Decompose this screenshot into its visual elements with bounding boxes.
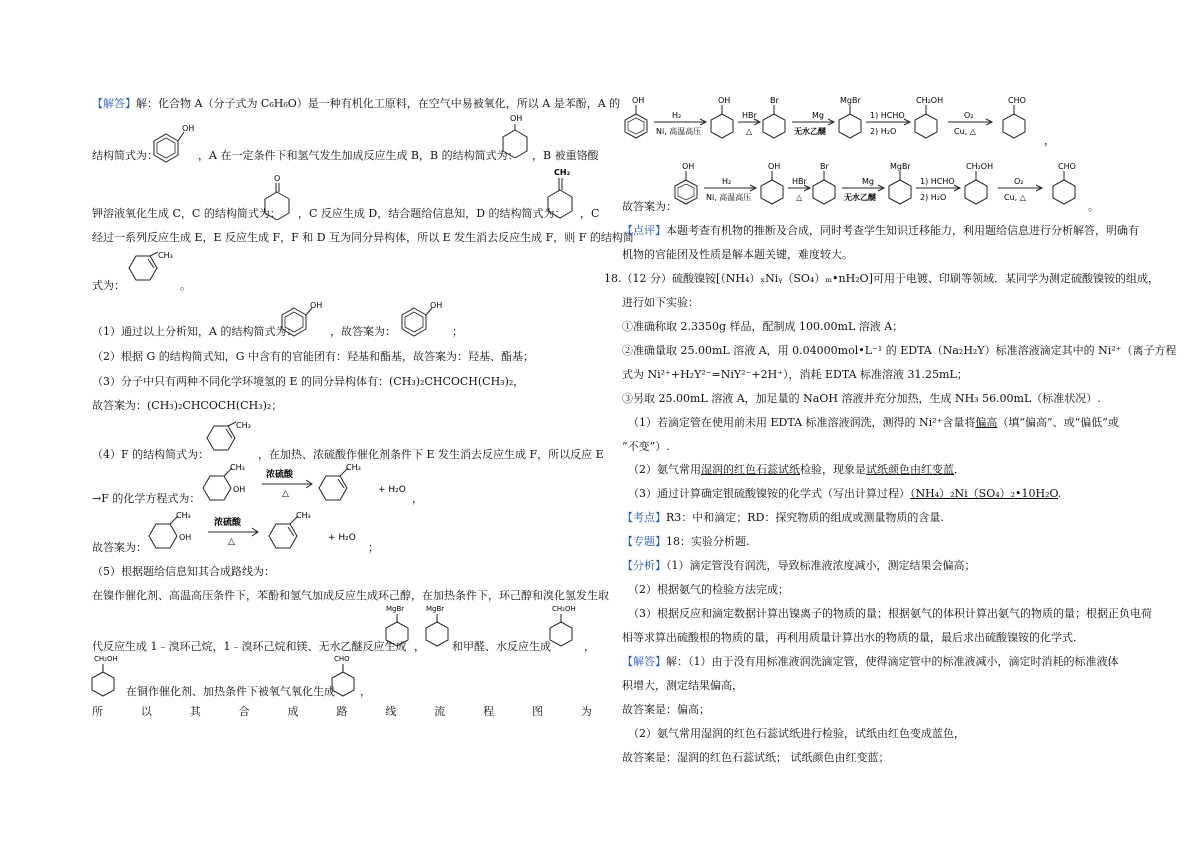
phenol-structure-q1-answer — [392, 300, 442, 338]
hbr-label: HBr — [792, 177, 807, 186]
answer-blank: 湿润的红色石蕊试纸 — [701, 463, 800, 476]
solution-2 — [622, 679, 743, 693]
phenol-structure-q1 — [272, 300, 322, 338]
char: 路 — [336, 705, 348, 718]
text: 故答案是：偏高； — [622, 703, 710, 716]
text: （2）氨气常用湿润的红色石蕊试纸进行检验，试纸由红色变成蓝色， — [628, 727, 965, 740]
text: 机物的官能团及性质是解本题关键，难度较大。 — [622, 248, 853, 261]
delta-label: △ — [746, 127, 753, 136]
step-2-cont — [622, 368, 968, 382]
ch2oh-label: CH₂OH — [966, 162, 994, 171]
cyclohexylmethanol-structure-2 — [88, 652, 128, 698]
text: 18：实验分析题. — [666, 535, 750, 548]
text: 故答案为：(CH₃)₂CHCOCH(CH₃)₂； — [92, 399, 283, 412]
q18-title — [604, 272, 1159, 286]
mg-label: Mg — [862, 177, 874, 186]
methylenecyclohexane-structure — [544, 166, 580, 220]
phenol-structure — [150, 120, 194, 164]
q5-comma-3 — [360, 685, 371, 699]
cyclohexanone-structure — [262, 172, 296, 220]
text: “不变”）. — [622, 440, 670, 453]
oh-label: OH — [179, 533, 192, 542]
step-2 — [622, 344, 1176, 358]
answer-paragraph-1 — [92, 97, 620, 111]
tag: 【专题】 — [622, 535, 666, 548]
char: 线 — [385, 705, 397, 718]
text: 相等求算出硫酸根的物质的量，再利用质量计算出水的物质的量，最后求出硫酸镍铵的化学式． — [622, 631, 1084, 644]
q5-line-b3 — [452, 640, 551, 654]
text: ， — [360, 685, 371, 698]
grignard-structure-1 — [382, 602, 414, 650]
solution-4 — [628, 727, 965, 741]
char: 图 — [532, 705, 544, 718]
water-step-label: 2) H₂O — [920, 193, 947, 202]
cho-label: CHO — [1058, 162, 1076, 171]
text: 18.（12 分）硫酸镍铵[（NH₄）ₓNiᵧ（SO₄）ₘ•nH₂O]可用于电镀、印刷等领域．某同学为测定硫酸镍铵的组成， — [604, 272, 1159, 285]
text: 。 — [180, 279, 191, 292]
mgbr-label: MgBr — [386, 605, 405, 613]
analysis — [622, 559, 976, 573]
step-1 — [622, 320, 903, 334]
text: →F 的化学方程式为： — [92, 492, 201, 505]
q3-answer — [92, 399, 282, 413]
comment-tag: 【点评】 — [622, 224, 666, 237]
question-3 — [628, 487, 1061, 501]
char: 成 — [287, 705, 299, 718]
water-label: + H₂O — [328, 533, 356, 543]
route-2-label — [622, 200, 677, 214]
answer-tag: 【解答】 — [92, 97, 136, 110]
comment-line — [622, 224, 1139, 238]
char: 以 — [140, 705, 152, 718]
tag: 【考点】 — [622, 511, 666, 524]
text: 。 — [1088, 200, 1099, 213]
text: ，B 被重铬酸 — [532, 149, 599, 162]
line-structure-d — [92, 207, 281, 221]
text: （3）分子中只有两种不同化学环境氢的 E 的同分异构体有：(CH₃)₂CHCOCH(CH₃)₂， — [92, 375, 525, 388]
text: 故答案为： — [622, 200, 677, 213]
hbr-label: HBr — [742, 111, 757, 120]
text: 经过一系列反应生成 E，E 反应生成 F，F 和 D 互为同分异构体，所以 E 发生消去反应生成 F，则 F 的结构简 — [92, 231, 634, 244]
question-2 — [628, 463, 965, 477]
text: （3）根据反应和滴定数据计算出镍离子的物质的量；根据氨气的体积计算出氨气的物质的量；根据正负电荷 — [628, 607, 1152, 620]
text: R3：中和滴定；RD：探究物质的组成或测量物质的含量. — [666, 511, 944, 524]
text: 积增大，测定结果偏高， — [622, 679, 743, 692]
line-end — [180, 279, 191, 293]
text: ， — [584, 640, 595, 653]
char: 程 — [483, 705, 495, 718]
synthesis-route-1 — [622, 94, 1042, 150]
text: ， — [412, 492, 423, 505]
heat-label: △ — [228, 537, 235, 547]
text: ，故答案为： — [330, 325, 396, 338]
hcho-label: 1) HCHO — [920, 177, 955, 186]
tag: 【分析】 — [622, 559, 666, 572]
o2-label: O₂ — [964, 111, 974, 120]
answer-blank: 试纸颜色由红变蓝 — [866, 463, 954, 476]
route-2-end — [1088, 200, 1099, 214]
line-structure-b — [198, 149, 519, 163]
q4-answer-end — [368, 541, 379, 555]
br-label: Br — [820, 162, 829, 171]
water-step-label: 2) H₂O — [870, 127, 897, 136]
line-structure-f — [580, 207, 599, 221]
q1-answer — [330, 325, 396, 339]
q5-comma-2 — [584, 640, 595, 654]
line-structure-a — [92, 149, 158, 163]
text: ． — [954, 463, 965, 476]
text: 本题考查有机物的推断及合成，同时考查学生知识迁移能力，利用题给信息进行分析解答，明确有 — [666, 224, 1139, 237]
tag: 【解答】 — [622, 655, 666, 668]
text: ； — [368, 541, 379, 554]
q4-equation-label — [92, 492, 200, 506]
ch2-label: CH₂ — [554, 168, 571, 177]
q5-line-d — [92, 705, 592, 719]
text: （2）根据氨气的检验方法完成； — [628, 583, 789, 596]
oh-label: OH — [632, 96, 645, 105]
text: 检验，现象是 — [800, 463, 866, 476]
text: 故答案为： — [92, 541, 147, 554]
text: （3）通过计算确定银硫酸镍铵的化学式（写出计算过程） — [628, 487, 910, 500]
knowledge-point — [622, 511, 944, 525]
catalyst-label: 浓硫酸 — [266, 470, 294, 480]
ch3-label: CH₃ — [158, 251, 173, 260]
o2-label: O₂ — [1014, 177, 1024, 186]
text: ②准确量取 25.00mL 溶液 A，用 0.04000mol•L⁻¹ 的 EDTA（Na₂H₂Y）标准溶液滴定其中的 Ni²⁺（离子方程 — [622, 344, 1177, 357]
q5-line-c — [126, 685, 335, 699]
text: ，C 反应生成 D，结合题给信息知，D 的结构简式为： — [298, 207, 566, 220]
heat-label: △ — [282, 489, 289, 499]
cyclohexanol-structure — [500, 112, 534, 158]
cyclohexanecarbaldehyde-structure — [328, 652, 362, 698]
oh-label: OH — [682, 162, 695, 171]
grignard-structure-2 — [422, 602, 454, 650]
step-3 — [622, 392, 1101, 406]
ether-label: 无水乙醚 — [844, 193, 876, 202]
text: 解：（1）由于没有用标准液润洗滴定管，使得滴定管中的标准液减小，滴定时消耗的标准液体 — [666, 655, 1119, 668]
ch3-label: CH₃ — [230, 463, 245, 472]
q1-line — [92, 325, 297, 339]
cu-label: Cu, △ — [954, 127, 976, 136]
solution-5 — [622, 751, 890, 765]
text: （填“偏高”、或“偏低”或 — [997, 416, 1119, 429]
o-label: O — [274, 174, 281, 183]
char: 其 — [189, 705, 201, 718]
methylcyclohexene-structure — [118, 250, 182, 292]
q18-intro — [622, 296, 699, 310]
h2-label: H₂ — [672, 111, 682, 120]
delta-label: △ — [796, 193, 803, 202]
cu-label: Cu, △ — [1004, 193, 1026, 202]
q5-line-a — [92, 589, 609, 603]
comment-line-2 — [622, 248, 853, 262]
line-structure-e — [298, 207, 566, 221]
text: 在镍作催化剂、高温高压条件下，苯酚和氢气加成反应生成环己醇，在加热条件下，环己醇和溴化氢发生取 — [92, 589, 609, 602]
oh-label: OH — [233, 485, 246, 494]
ch2oh-label: CH₂OH — [916, 96, 944, 105]
ch3-label: CH₃ — [236, 421, 251, 430]
q3-line — [92, 375, 524, 389]
br-label: Br — [770, 96, 779, 105]
analysis-4 — [622, 631, 1084, 645]
line-structure-c — [532, 149, 599, 163]
text: ③另取 25.00mL 溶液 A，加足量的 NaOH 溶液并充分加热，生成 NH₃ 56.00mL（标准状况）. — [622, 392, 1101, 405]
text: 式为 Ni²⁺+H₂Y²⁻=NiY²⁻+2H⁺），消耗 EDTA 标准溶液 31.25mL； — [622, 368, 968, 381]
route-1-end — [1044, 134, 1055, 148]
ch2oh-label: CH₂OH — [552, 605, 576, 613]
mgbr-label: MgBr — [426, 605, 445, 613]
answer-text: 解：化合物 A（分子式为 C₆H₆O）是一种有机化工原料，在空气中易被氧化，所以 A 是苯酚，A 的 — [136, 97, 621, 110]
cyclohexylmethanol-structure — [544, 602, 584, 650]
text: ； — [452, 325, 463, 338]
analysis-3 — [628, 607, 1152, 621]
h2-label: H₂ — [722, 177, 732, 186]
synthesis-route-2 — [672, 160, 1092, 216]
analysis-2 — [628, 583, 789, 597]
text: ，A 在一定条件下和氢气发生加成反应生成 B，B 的结构简式为： — [198, 149, 519, 162]
text: 式为： — [92, 279, 125, 292]
cho-label: CHO — [334, 655, 350, 663]
oh-label: OH — [718, 96, 731, 105]
text: （1）通过以上分析知，A 的结构简式为： — [92, 325, 298, 338]
q4-line — [92, 448, 209, 462]
q4-line-b — [258, 448, 604, 462]
ni-label: Ni, 高温高压 — [706, 193, 752, 202]
question-1 — [628, 416, 1119, 430]
catalyst-label: 浓硫酸 — [214, 518, 242, 528]
answer-blank: （NH₄）₂Ni（SO₄）₂•10H₂O — [910, 487, 1058, 500]
text: 故答案是：湿润的红色石蕊试纸； 试纸颜色由红变蓝； — [622, 751, 890, 764]
text: 在铜作催化剂、加热条件下被氧气氧化生成 — [126, 685, 335, 698]
oh-label: OH — [182, 124, 194, 133]
mg-label: Mg — [812, 111, 824, 120]
oh-label: OH — [768, 162, 781, 171]
text: （1）若滴定管在使用前未用 EDTA 标准溶液润洗，测得的 Ni²⁺含量将 — [628, 416, 976, 429]
answer-blank: 偏高 — [975, 416, 998, 429]
ch2oh-label: CH₂OH — [94, 655, 118, 663]
text: （2）根据 G 的结构简式知，G 中含有的官能团有：羟基和酯基，故答案为：羟基、酯基； — [92, 350, 535, 363]
hcho-label: 1) HCHO — [870, 111, 905, 120]
char: 为 — [580, 705, 592, 718]
text: （1）滴定管没有润洗，导致标准液浓度减小，测定结果会偏高； — [666, 559, 976, 572]
text: （5）根据题给信息知其合成路线为： — [92, 565, 275, 578]
char: 流 — [434, 705, 446, 718]
ni-label: Ni, 高温高压 — [656, 127, 702, 136]
text: （2）氨气常用 — [628, 463, 701, 476]
oh-label: OH — [310, 301, 322, 310]
q4-answer-label — [92, 541, 147, 555]
line-analysis — [92, 231, 634, 245]
mgbr-label: MgBr — [890, 162, 911, 171]
text: 进行如下实验： — [622, 296, 699, 309]
water-label: + H₂O — [378, 485, 406, 495]
mgbr-label: MgBr — [840, 96, 861, 105]
text: ①准确称取 2.3350g 样品，配制成 100.00mL 溶液 A； — [622, 320, 904, 333]
oh-label: OH — [430, 301, 442, 310]
oh-label: OH — [510, 114, 523, 123]
q4-comma — [412, 492, 423, 506]
char: 合 — [238, 705, 250, 718]
topic — [622, 535, 750, 549]
text: 和甲醛、水反应生成 — [452, 640, 551, 653]
solution — [622, 655, 1119, 669]
text: ，在加热、浓硫酸作催化剂条件下 E 发生消去反应生成 F，所以反应 E — [258, 448, 604, 461]
text: 钾溶液氧化生成 C，C 的结构简式为： — [92, 207, 281, 220]
text: 代反应生成 1﹣溴环己烷，1﹣溴环己烷和镁、无水乙醚反应生成 — [92, 640, 407, 653]
text: ， — [414, 640, 425, 653]
cho-label: CHO — [1008, 96, 1026, 105]
ch3-label: CH₃ — [296, 511, 311, 520]
text: 结构简式为： — [92, 149, 158, 162]
elimination-equation-answer — [142, 510, 362, 558]
q1-end — [452, 325, 463, 339]
solution-3 — [622, 703, 710, 717]
q5-line — [92, 565, 275, 579]
ether-label: 无水乙醚 — [794, 127, 826, 136]
ch3-label: CH₃ — [346, 463, 361, 472]
methylcyclohexene-structure-q4 — [196, 420, 260, 462]
elimination-equation — [196, 462, 416, 510]
text: ，C — [580, 207, 600, 220]
ch3-label: CH₃ — [176, 511, 191, 520]
char: 所 — [92, 705, 103, 718]
question-1-cont — [622, 440, 670, 454]
text: （4）F 的结构简式为： — [92, 448, 210, 461]
text: . — [1057, 487, 1062, 500]
text: ， — [1044, 134, 1055, 147]
q2-line — [92, 350, 534, 364]
